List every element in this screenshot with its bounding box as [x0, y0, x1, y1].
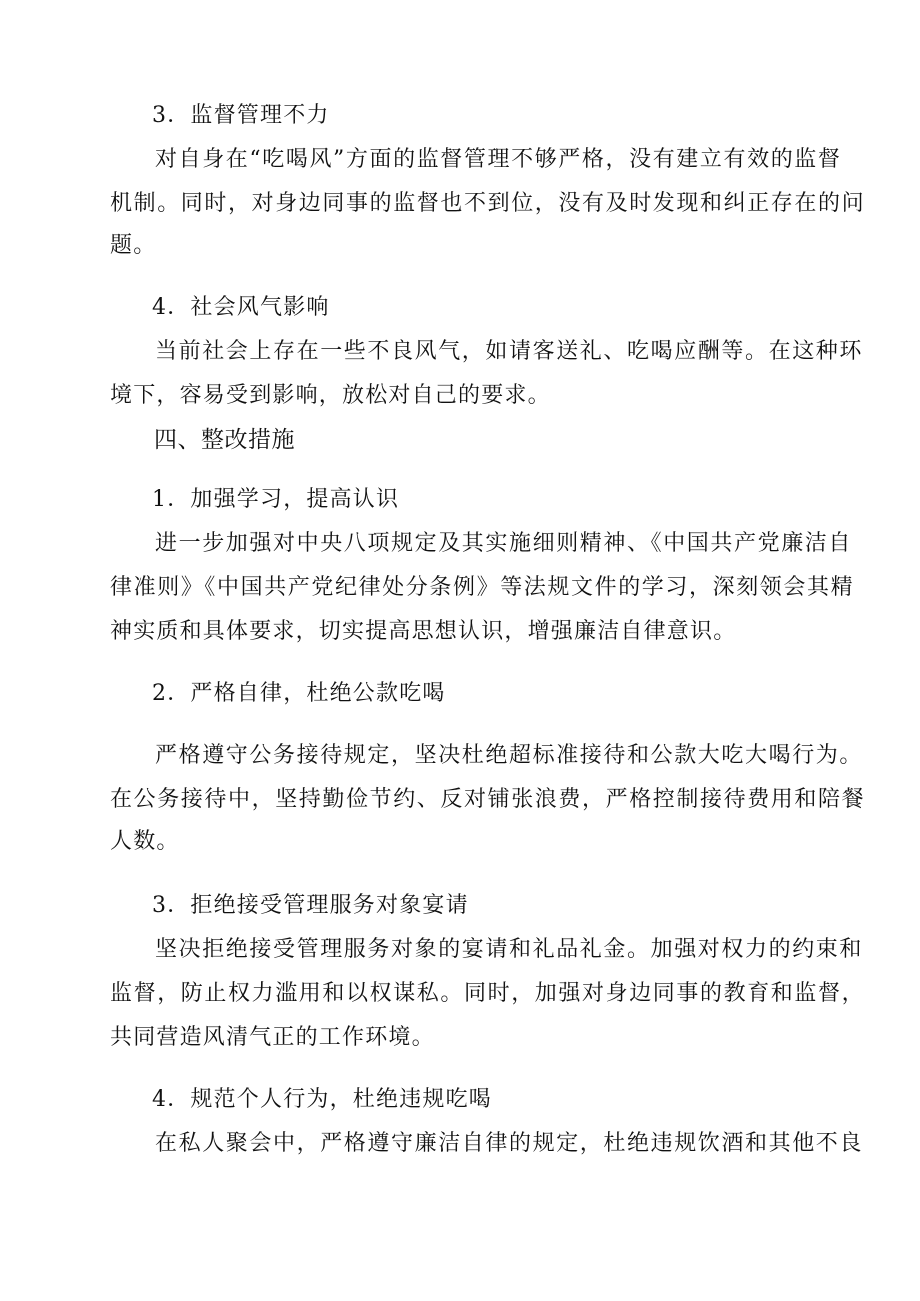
paragraph-line: 进一步加强对中央八项规定及其实施细则精神、《中国共产党廉洁自: [155, 531, 853, 556]
paragraph-line: 共同营造风清气正的工作环境。: [110, 1025, 435, 1050]
paragraph-line: 监督，防止权力滥用和以权谋私。同时，加强对身边同事的教育和监督，: [110, 981, 866, 1006]
paragraph-line: 在公务接待中，坚持勤俭节约、反对铺张浪费，严格控制接待费用和陪餐: [110, 787, 866, 812]
paragraph-line: 人数。: [110, 829, 180, 854]
paragraph-line: 当前社会上存在一些不良风气，如请客送礼、吃喝应酬等。在这种环: [155, 339, 864, 364]
paragraph-line: 机制。同时，对身边同事的监督也不到位，没有及时发现和纠正存在的问: [110, 191, 866, 216]
section-title-social-atmosphere: 4．社会风气影响: [152, 295, 330, 320]
section-title-supervision: 3．监督管理不力: [152, 103, 330, 128]
measure-title-refuse-banquets: 3．拒绝接受管理服务对象宴请: [152, 893, 469, 918]
paragraph-line: 律准则》《中国共产党纪律处分条例》等法规文件的学习，深刻领会其精: [110, 575, 855, 600]
paragraph-line: 题。: [110, 233, 157, 258]
paragraph-line: 坚决拒绝接受管理服务对象的宴请和礼品礼金。加强对权力的约束和: [155, 937, 864, 962]
measure-title-personal-conduct: 4．规范个人行为，杜绝违规吃喝: [152, 1087, 492, 1112]
paragraph-line: 在私人聚会中，严格遵守廉洁自律的规定，杜绝违规饮酒和其他不良: [155, 1131, 864, 1156]
paragraph-line: 对自身在“吃喝风”方面的监督管理不够严格，没有建立有效的监督: [155, 147, 842, 172]
measure-title-study: 1．加强学习，提高认识: [152, 487, 400, 512]
paragraph-line: 严格遵守公务接待规定，坚决杜绝超标准接待和公款大吃大喝行为。: [155, 743, 864, 768]
measure-title-self-discipline: 2．严格自律，杜绝公款吃喝: [152, 681, 446, 706]
paragraph-line: 境下，容易受到影响，放松对自己的要求。: [110, 383, 551, 408]
section-heading-rectification: 四、整改措施: [154, 427, 295, 453]
paragraph-line: 神实质和具体要求，切实提高思想认识，增强廉洁自律意识。: [110, 619, 737, 644]
